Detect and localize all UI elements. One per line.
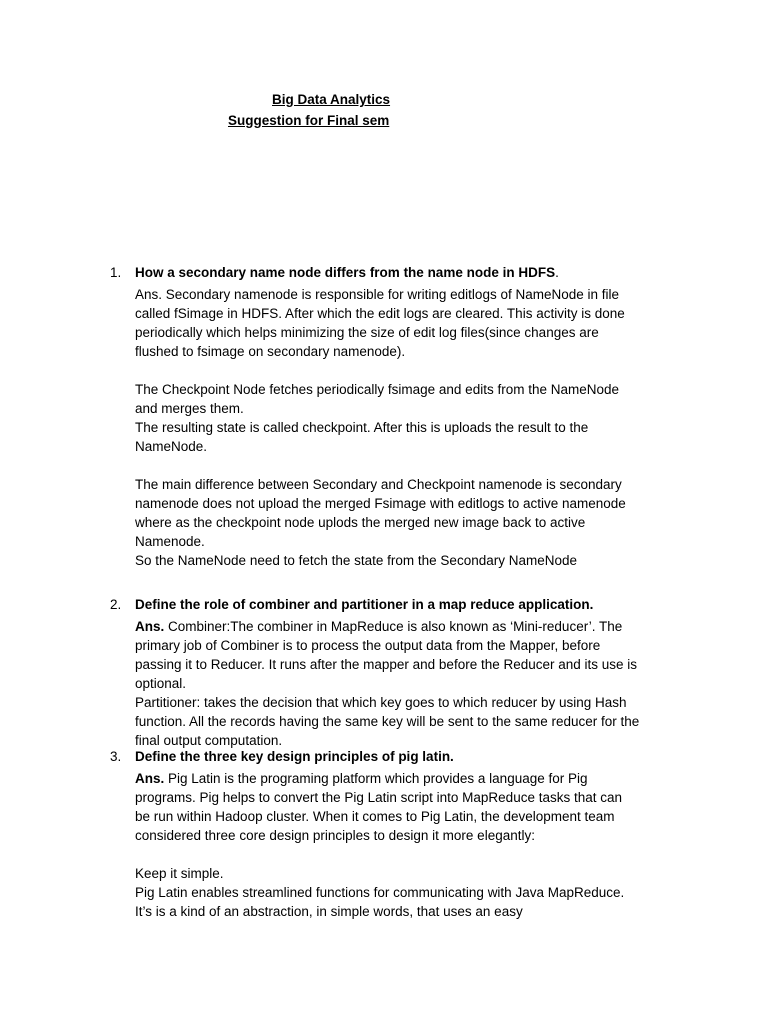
question-title-suffix: . (555, 265, 559, 280)
question-number: 2. (110, 597, 122, 612)
question-2 (110, 595, 640, 750)
question-number: 3. (110, 749, 122, 764)
question-1 (110, 263, 640, 570)
document-title: Big Data Analytics (272, 92, 391, 107)
answer-text: Pig Latin is the programing platform which provides a language for Pig programs. Pig helps to convert the Pig Latin script into MapReduce tasks that can be run within Hadoop cluster. When it comes to Pig Latin, the development team considered three core design principles to design it more elegantly: (135, 771, 623, 843)
question-title-text: How a secondary name node differs from the name node in HDFS (135, 265, 556, 280)
answer-label: Ans. (135, 619, 165, 634)
answer-paragraph (135, 769, 640, 845)
answer-paragraph (135, 617, 640, 693)
document-subtitle: Suggestion for Final sem (228, 113, 390, 128)
question-number: 1. (110, 265, 122, 280)
answer-label: Ans. (135, 771, 165, 786)
question-title: Define the role of combiner and partitioner in a map reduce application. (135, 597, 594, 612)
answer-paragraph: Partitioner: takes the decision that which key goes to which reducer by using Hash function. All the records having the same key will be sent to the same reducer for the final output computation. (135, 695, 640, 748)
answer-paragraph: Ans. Secondary namenode is responsible for writing editlogs of NameNode in file called fSimage in HDFS. After which the edit logs are cleared. This activity is done periodically which helps minimizing the size of edit log files(since changes are flushed to fsimage on secondary namenode). (135, 287, 625, 359)
question-3 (110, 747, 640, 921)
answer-paragraph: Keep it simple. (135, 866, 224, 881)
answer-paragraph: Pig Latin enables streamlined functions for communicating with Java MapReduce. It’s is a kind of an abstraction, in simple words, that uses an easy (135, 885, 625, 919)
answer-paragraph: So the NameNode need to fetch the state from the Secondary NameNode (135, 553, 578, 568)
answer-paragraph: The Checkpoint Node fetches periodically fsimage and edits from the NameNode and merges them. (135, 382, 620, 416)
question-title: Define the three key design principles of pig latin. (135, 749, 454, 764)
answer-paragraph: where as the checkpoint node uplods the merged new image back to active Namenode. (135, 515, 586, 549)
question-title (135, 263, 640, 282)
answer-paragraph: The main difference between Secondary and Checkpoint namenode is secondary namenode does not upload the merged Fsimage with editlogs to active namenode (135, 477, 626, 511)
answer-text: Combiner:The combiner in MapReduce is also known as ‘Mini-reducer’. The primary job of Combiner is to process the output data from the Mapper, before passing it to Reducer. It runs after the mapper and before the Reducer and its use is optional. (135, 619, 638, 691)
answer-paragraph: The resulting state is called checkpoint. After this is uploads the result to the NameNode. (135, 420, 589, 454)
